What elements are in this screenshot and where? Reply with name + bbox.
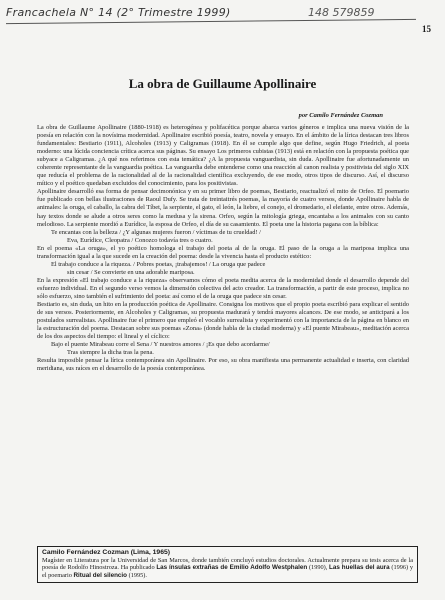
article-title: La obra de Guillaume Apollinaire — [128, 76, 317, 91]
paragraph: En el poema «La oruga», el yo poético homologa el trabajo del poeta al de la oruga. El paso de la oruga a la mariposa implica una transformación igual a la que sucede en la creación del poema: desde la vivencia hasta el producto estético: — [37, 244, 409, 260]
poem-line: sin cesar / Se convierte en una adorable mariposa. — [67, 268, 195, 276]
header-rule — [6, 19, 416, 24]
bio-heading: Camilo Fernández Cozman (Lima, 1965) — [42, 549, 171, 556]
paragraph: La obra de Guillaume Apollinaire (1880-1918) es heterogénea y polifacética porque abarca varios géneros e implica una nueva visión de la poesía en relación con la novísima modernidad. Apollinaire escribió poesía, teatro, novela y ensayo. En el ámbito de la lírica destacan tres libros fundamentales: Bestiario (1911), Alcoholes (1913) y Caligramas (1918). En él se cumple algo que define, según Hugo Friedrich, al poeta moderno: una lúcida conciencia crítica acerca sus páginas. Su ensayo Los primeros cubistas (1913) está en relación con la propuesta poética que subyace a Caligramas. ¿A qué nos referimos con esta temática? ¿A la propuesta vanguardista, sin duda. Apollinaire fue afortunadamente un coherente representante de la vanguardia poética. La vanguardia debe entenderse como una reacción al canon realista y positivista del siglo XIX que reducía el problema de la racionalidad al de la racionalidad científica excluyendo, de ese modo, otros tipos de discurso. Así, el discurso mítico y el poético quedaban excluidos del conocimiento, para los positivistas. — [37, 124, 409, 188]
poem-line: Te encantas con la belleza / ¿Y algunas mujeres fueron / víctimas de tu crueldad! / — [51, 228, 261, 236]
bio-text-intro: Magíster en Literatura por la Universidad de San Marcos, donde también concluyó estudios doctorales. Actualmente prepara su tesis acerca de la poesía de Rodolfo Hinostroza. Ha publicado — [42, 556, 413, 572]
page-number: 15 — [422, 24, 431, 34]
poem-line: El trabajo conduce a la riqueza. / Pobres poetas, ¡trabajemos! / La oruga que padece — [51, 260, 266, 268]
paragraph: Apollinaire desarrolló esa forma de pensar decimonónica y en su primer libro de poemas, Bestiario, reactualizó el mito de Orfeo. El poemario fue publicado con bellas ilustraciones de Raoul Dufy. Se trata de treintaitrés poemas, la mayoría de cuatro versos, donde Apollinaire habla de animales: la oruga, el caballo, la cabra del Tíbet, la serpiente, el gato, el león, la liebre, el conejo, el dromedario, el elefante, entre otros. Además, hay textos donde se alude a otros seres como la medusa y la sirena. Orfeo, según la mitología griega, encantaba a los animales con su canto melodioso. La serpiente mordió a Eurídice, la esposa de Orfeo, el día de su casamiento. El poeta une la historia pagana con la bíblica: — [37, 188, 409, 228]
paragraph: Bestiario es, sin duda, un hito en la producción poética de Apollinaire. Consigna los motivos que el propio poeta escribió para explicar el sentido de sus versos. Posteriormente, en Alcoholes y Caligramas, su propuesta madurará y tendrá mayores alcances. De ese modo, se anticipará a los postulados surrealistas. Apollinaire fue el primero que empleó el vocablo surrealista y experimentó con la importancia de la página en blanco en la estructuración del poema. Destacan sobre sus poemas «Zona» (donde habla de la ciudad moderna) y «El puente Mirabeau», meditación acerca de los dos aspectos del tiempo: el lineal y el cíclico: — [37, 301, 409, 341]
bio-book-title: Ritual del silencio — [73, 571, 128, 579]
article-byline: por Camilo Fernández Cozman — [298, 112, 383, 119]
paragraph: En la expresión «El trabajo conduce a la riqueza» observamos cómo el poeta medita acerca de la modernidad donde el desarrollo depende del esfuerzo individual. En el segundo verso vemos la dimensión colectiva del acto creador. La transformación, a partir de este proceso, implica no sólo esfuerzo, sino también el sufrimiento del poeta: así como el de la oruga que padece sin cesar. — [37, 276, 409, 300]
bio-book-title: Las ínsulas extrañas de Emilio Adolfo Westphalen — [156, 564, 308, 572]
bio-year: (1990), — [307, 564, 330, 572]
handwritten-annotation: Francachela N° 14 (2° Trimestre 1999) — [6, 6, 231, 19]
bio-text — [42, 557, 413, 580]
article-body — [37, 124, 409, 373]
closing-paragraph: Resulta imposible pensar la lírica contemporánea sin Apollinaire. Por eso, su obra manifiesta una permanente actualidad e inserta, con claridad meridiana, sus raíces en el desarrollo de la poesía contemporánea. — [37, 357, 409, 373]
catalog-stamp: 148 579859 — [308, 6, 375, 19]
poem-line: Bajo el puente Mirabeau corre el Sena / Y nuestros amores / ¡Es que debo acordarme/ — [51, 341, 270, 349]
bio-year: (1995). — [127, 571, 147, 579]
bio-year: (1996) y el poemario — [42, 564, 413, 579]
poem-line: Eva, Eurídice, Cleopatra / Conozco todavía tres o cuatro. — [67, 236, 213, 244]
bio-book-title: Las huellas del aura — [329, 564, 390, 572]
author-bio-box — [37, 546, 418, 583]
poem-line: Tras siempre la dicha tras la pena. — [67, 349, 154, 357]
